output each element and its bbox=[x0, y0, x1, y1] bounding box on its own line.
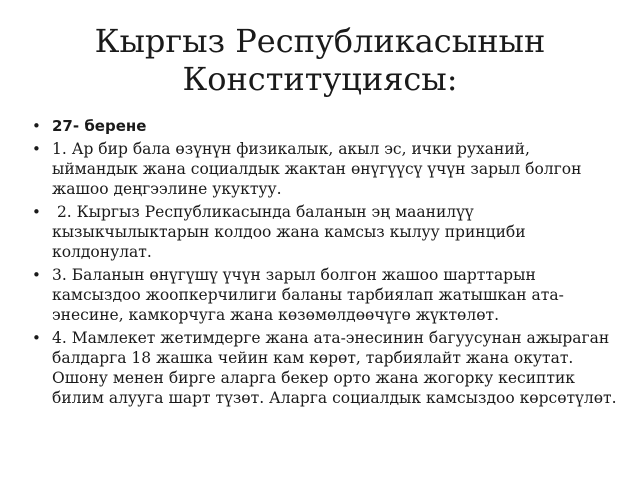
point-4-text: 4. Мамлекет жетимдерге жана ата-энесинин багуусунан ажыраган балдарга 18 жашка чейин кам көрөт, тарбиялайт жана окутат. Ошону менен бирге аларга бекер орто жана жогорку кесиптик билим алууга шарт түзөт. Аларга социалдык камсыздоо көрсөтүлөт. bbox=[52, 329, 617, 407]
list-item-article bbox=[30, 116, 620, 136]
point-2-text: 2. Кыргыз Республикасында баланын эң маанилүү кызыкчылыктарын колдоо жана камсыз кылуу принциби колдонулат. bbox=[52, 203, 531, 261]
content-list bbox=[30, 116, 620, 411]
bullet-dot-icon: • bbox=[32, 203, 41, 221]
bullet-dot-icon: • bbox=[32, 329, 41, 347]
list-item-point-1 bbox=[30, 139, 620, 199]
list-item-point-4 bbox=[30, 328, 620, 408]
title-line-1: Кыргыз Республикасынын bbox=[94, 22, 546, 60]
title-line-2: Конституциясы: bbox=[182, 60, 458, 98]
bullet-dot-icon: • bbox=[32, 266, 41, 284]
list-item-point-2 bbox=[30, 202, 620, 262]
slide-title bbox=[20, 22, 620, 98]
point-3-text: 3. Баланын өнүгүшү үчүн зарыл болгон жашоо шарттарын камсыздоо жоопкерчилиги баланы тарбиялап жатышкан ата-энесине, камкорчуга жана көзөмөлдөөчүгө жүктөлөт. bbox=[52, 266, 564, 324]
bullet-dot-icon: • bbox=[32, 117, 41, 135]
point-1-text: 1. Ар бир бала өзүнүн физикалык, акыл эс, ички руханий, ыймандык жана социалдык жактан өнүгүүсү үчүн зарыл болгон жашоо деңгээлине укуктуу. bbox=[52, 140, 582, 198]
article-heading: 27- берене bbox=[52, 117, 147, 135]
bullet-dot-icon: • bbox=[32, 140, 41, 158]
list-item-point-3 bbox=[30, 265, 620, 325]
